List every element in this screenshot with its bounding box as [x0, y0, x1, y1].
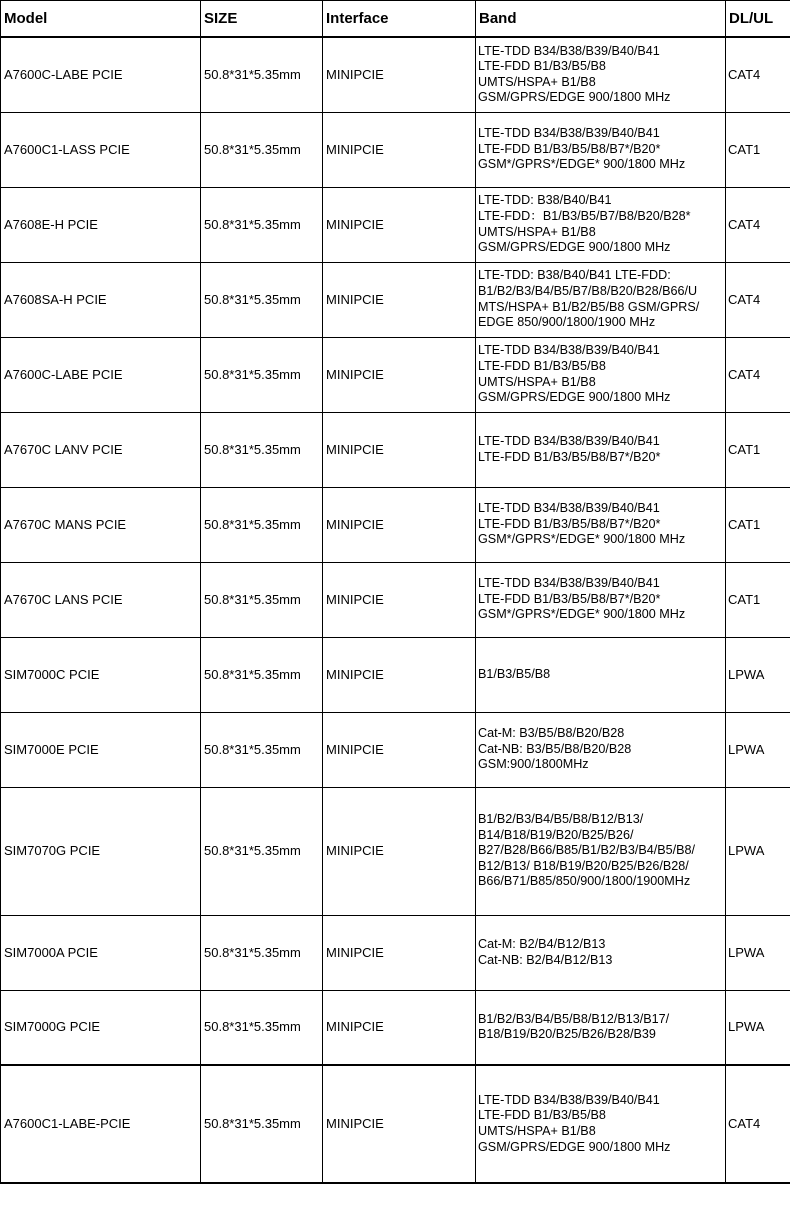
- dl-ul-cell: CAT1: [726, 562, 790, 637]
- table-row: [1, 112, 790, 187]
- interface-cell: MINIPCIE: [323, 637, 476, 712]
- size-cell: 50.8*31*5.35mm: [201, 712, 323, 787]
- dl-ul-cell: LPWA: [726, 637, 790, 712]
- table-row: [1, 187, 790, 262]
- dl-ul-cell: LPWA: [726, 712, 790, 787]
- table-row: [1, 637, 790, 712]
- size-cell: 50.8*31*5.35mm: [201, 187, 323, 262]
- band-cell: LTE-TDD B34/B38/B39/B40/B41 LTE-FDD B1/B3/B5/B8 UMTS/HSPA+ B1/B8 GSM/GPRS/EDGE 900/1800 MHz: [476, 37, 726, 112]
- model-cell: A7670C MANS PCIE: [1, 487, 201, 562]
- dl-ul-cell: CAT4: [726, 37, 790, 112]
- interface-cell: MINIPCIE: [323, 337, 476, 412]
- interface-cell: MINIPCIE: [323, 562, 476, 637]
- dl-ul-cell: CAT1: [726, 487, 790, 562]
- model-cell: A7670C LANS PCIE: [1, 562, 201, 637]
- table-row: [1, 37, 790, 112]
- band-cell: LTE-TDD B34/B38/B39/B40/B41 LTE-FDD B1/B3/B5/B8 UMTS/HSPA+ B1/B8 GSM/GPRS/EDGE 900/1800 MHz: [476, 1065, 726, 1183]
- table-row: [1, 337, 790, 412]
- dl-ul-cell: CAT1: [726, 112, 790, 187]
- band-cell: B1/B3/B5/B8: [476, 637, 726, 712]
- model-cell: A7600C-LABE PCIE: [1, 337, 201, 412]
- size-cell: 50.8*31*5.35mm: [201, 787, 323, 915]
- table-row: [1, 562, 790, 637]
- table-row: [1, 1065, 790, 1183]
- table-row: [1, 487, 790, 562]
- header-model: Model: [1, 1, 201, 38]
- dl-ul-cell: CAT1: [726, 412, 790, 487]
- size-cell: 50.8*31*5.35mm: [201, 1065, 323, 1183]
- band-cell: LTE-TDD: B38/B40/B41 LTE-FDD：B1/B3/B5/B7/B8/B20/B28* UMTS/HSPA+ B1/B8 GSM/GPRS/EDGE 900/1800 MHz: [476, 187, 726, 262]
- size-cell: 50.8*31*5.35mm: [201, 637, 323, 712]
- table-row: [1, 990, 790, 1065]
- interface-cell: MINIPCIE: [323, 412, 476, 487]
- interface-cell: MINIPCIE: [323, 37, 476, 112]
- interface-cell: MINIPCIE: [323, 915, 476, 990]
- dl-ul-cell: LPWA: [726, 787, 790, 915]
- model-cell: A7608E-H PCIE: [1, 187, 201, 262]
- size-cell: 50.8*31*5.35mm: [201, 112, 323, 187]
- model-cell: SIM7070G PCIE: [1, 787, 201, 915]
- model-cell: A7600C1-LABE-PCIE: [1, 1065, 201, 1183]
- band-cell: LTE-TDD B34/B38/B39/B40/B41 LTE-FDD B1/B3/B5/B8/B7*/B20* GSM*/GPRS*/EDGE* 900/1800 MHz: [476, 562, 726, 637]
- interface-cell: MINIPCIE: [323, 187, 476, 262]
- model-cell: A7670C LANV PCIE: [1, 412, 201, 487]
- model-cell: A7600C-LABE PCIE: [1, 37, 201, 112]
- model-cell: SIM7000E PCIE: [1, 712, 201, 787]
- interface-cell: MINIPCIE: [323, 487, 476, 562]
- size-cell: 50.8*31*5.35mm: [201, 262, 323, 337]
- size-cell: 50.8*31*5.35mm: [201, 337, 323, 412]
- band-cell: Cat-M: B2/B4/B12/B13 Cat-NB: B2/B4/B12/B13: [476, 915, 726, 990]
- dl-ul-cell: CAT4: [726, 1065, 790, 1183]
- interface-cell: MINIPCIE: [323, 712, 476, 787]
- dl-ul-cell: CAT4: [726, 262, 790, 337]
- dl-ul-cell: LPWA: [726, 990, 790, 1065]
- band-cell: B1/B2/B3/B4/B5/B8/B12/B13/ B14/B18/B19/B20/B25/B26/ B27/B28/B66/B85/B1/B2/B3/B4/B5/B8/ B12/B13/ B18/B19/B20/B25/B26/B28/ B66/B71/B85/850/900/1800/1900MHz: [476, 787, 726, 915]
- dl-ul-cell: LPWA: [726, 915, 790, 990]
- header-row: [1, 1, 790, 38]
- size-cell: 50.8*31*5.35mm: [201, 990, 323, 1065]
- interface-cell: MINIPCIE: [323, 112, 476, 187]
- table-row: [1, 712, 790, 787]
- band-cell: LTE-TDD B34/B38/B39/B40/B41 LTE-FDD B1/B3/B5/B8/B7*/B20* GSM*/GPRS*/EDGE* 900/1800 MHz: [476, 487, 726, 562]
- interface-cell: MINIPCIE: [323, 1065, 476, 1183]
- band-cell: Cat-M: B3/B5/B8/B20/B28 Cat-NB: B3/B5/B8/B20/B28 GSM:900/1800MHz: [476, 712, 726, 787]
- interface-cell: MINIPCIE: [323, 990, 476, 1065]
- band-cell: LTE-TDD B34/B38/B39/B40/B41 LTE-FDD B1/B3/B5/B8/B7*/B20* GSM*/GPRS*/EDGE* 900/1800 MHz: [476, 112, 726, 187]
- interface-cell: MINIPCIE: [323, 262, 476, 337]
- size-cell: 50.8*31*5.35mm: [201, 562, 323, 637]
- model-cell: SIM7000C PCIE: [1, 637, 201, 712]
- table-row: [1, 412, 790, 487]
- header-size: SIZE: [201, 1, 323, 38]
- table-row: [1, 262, 790, 337]
- band-cell: LTE-TDD B34/B38/B39/B40/B41 LTE-FDD B1/B3/B5/B8 UMTS/HSPA+ B1/B8 GSM/GPRS/EDGE 900/1800 MHz: [476, 337, 726, 412]
- band-cell: LTE-TDD: B38/B40/B41 LTE-FDD: B1/B2/B3/B4/B5/B7/B8/B20/B28/B66/U MTS/HSPA+ B1/B2/B5/B8 GSM/GPRS/ EDGE 850/900/1800/1900 MHz: [476, 262, 726, 337]
- model-cell: SIM7000G PCIE: [1, 990, 201, 1065]
- table-row: [1, 915, 790, 990]
- dl-ul-cell: CAT4: [726, 337, 790, 412]
- header-band: Band: [476, 1, 726, 38]
- header-interface: Interface: [323, 1, 476, 38]
- size-cell: 50.8*31*5.35mm: [201, 412, 323, 487]
- model-cell: A7608SA-H PCIE: [1, 262, 201, 337]
- size-cell: 50.8*31*5.35mm: [201, 915, 323, 990]
- size-cell: 50.8*31*5.35mm: [201, 37, 323, 112]
- band-cell: B1/B2/B3/B4/B5/B8/B12/B13/B17/ B18/B19/B20/B25/B26/B28/B39: [476, 990, 726, 1065]
- model-cell: SIM7000A PCIE: [1, 915, 201, 990]
- interface-cell: MINIPCIE: [323, 787, 476, 915]
- model-cell: A7600C1-LASS PCIE: [1, 112, 201, 187]
- band-cell: LTE-TDD B34/B38/B39/B40/B41 LTE-FDD B1/B3/B5/B8/B7*/B20*: [476, 412, 726, 487]
- header-dl-ul: DL/UL: [726, 1, 790, 38]
- size-cell: 50.8*31*5.35mm: [201, 487, 323, 562]
- dl-ul-cell: CAT4: [726, 187, 790, 262]
- table-row: [1, 787, 790, 915]
